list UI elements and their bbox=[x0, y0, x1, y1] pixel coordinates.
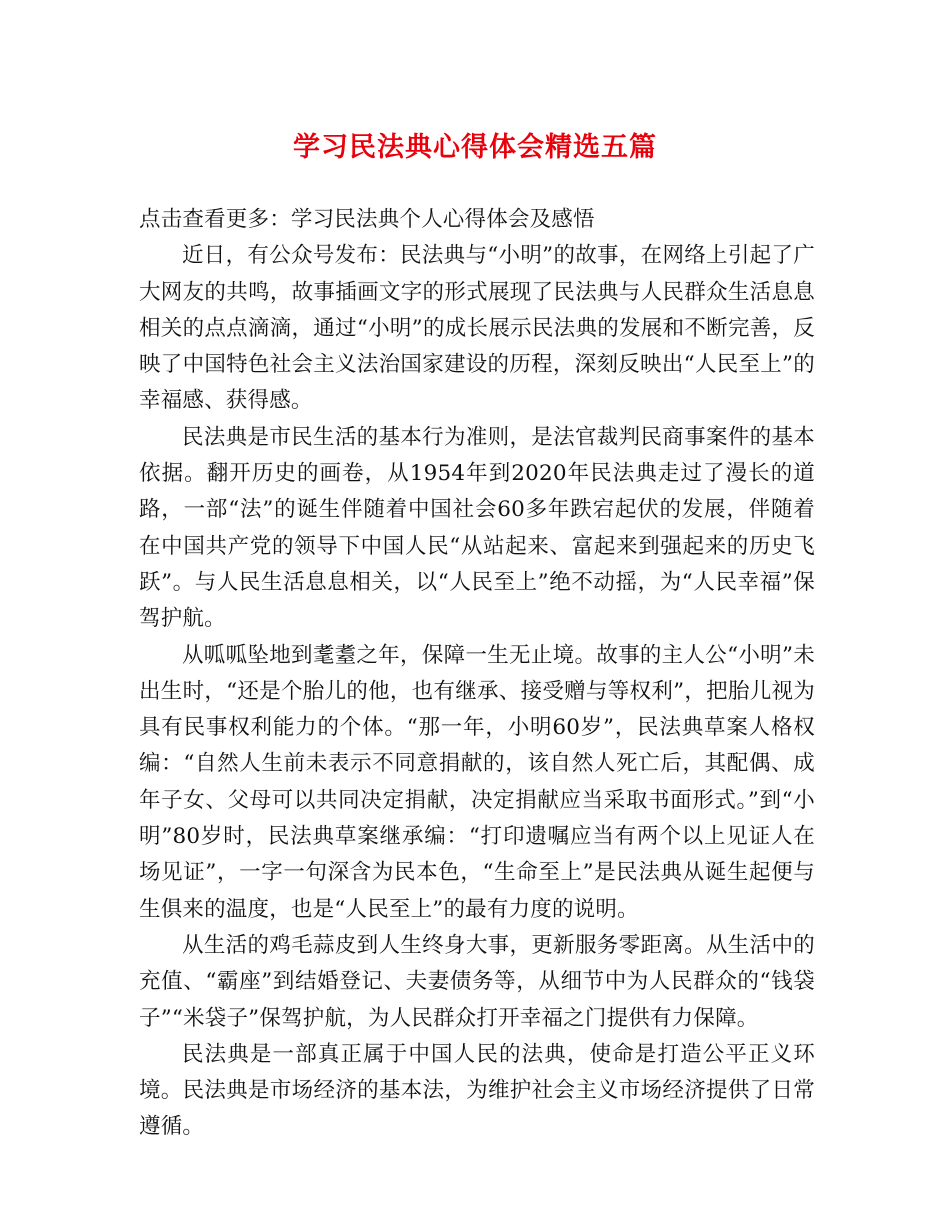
paragraph: 民法典是一部真正属于中国人民的法典，使命是打造公平正义环境。民法典是市场经济的基本法，为维护社会主义市场经济提供了日常遵循。 bbox=[139, 1041, 815, 1140]
paragraph: 从生活的鸡毛蒜皮到人生终身大事，更新服务零距离。从生活中的充值、“霸座”到结婚登记、夫妻债务等，从细节中为人民群众的“钱袋子”“米袋子”保驾护航，为人民群众打开幸福之门提供有力保障。 bbox=[139, 932, 815, 1031]
more-link[interactable]: 点击查看更多：学习民法典个人心得体会及感悟 bbox=[139, 207, 595, 232]
document-body bbox=[139, 202, 815, 1146]
paragraph: 近日，有公众号发布：民法典与“小明”的故事，在网络上引起了广大网友的共鸣，故事插画文字的形式展现了民法典与人民群众生活息息相关的点点滴滴，通过“小明”的成长展示民法典的发展和不断完善，反映了中国特色社会主义法治国家建设的历程，深刻反映出“人民至上”的幸福感、获得感。 bbox=[139, 243, 815, 414]
paragraph: 从呱呱坠地到耄耋之年，保障一生无止境。故事的主人公“小明”未出生时，“还是个胎儿的他，也有继承、接受赠与等权利”，把胎儿视为具有民事权利能力的个体。“那一年，小明60岁”，民法典草案人格权编：“自然人生前未表示不同意捐献的，该自然人死亡后，其配偶、成年子女、父母可以共同决定捐献，决定捐献应当采取书面形式。”到“小明”80岁时，民法典草案继承编：“打印遗嘱应当有两个以上见证人在场见证”，一字一句深含为民本色，“生命至上”是民法典从诞生起便与生俱来的温度，也是“人民至上”的最有力度的说明。 bbox=[139, 642, 815, 922]
paragraph: 民法典是市民生活的基本行为准则，是法官裁判民商事案件的基本依据。翻开历史的画卷，从1954年到2020年民法典走过了漫长的道路，一部“法”的诞生伴随着中国社会60多年跌宕起伏的发展，伴随着在中国共产党的领导下中国人民“从站起来、富起来到强起来的历史飞跃”。与人民生活息息相关，以“人民至上”绝不动摇，为“人民幸福”保驾护航。 bbox=[139, 424, 815, 632]
document-title: 学习民法典心得体会精选五篇 bbox=[293, 132, 657, 163]
